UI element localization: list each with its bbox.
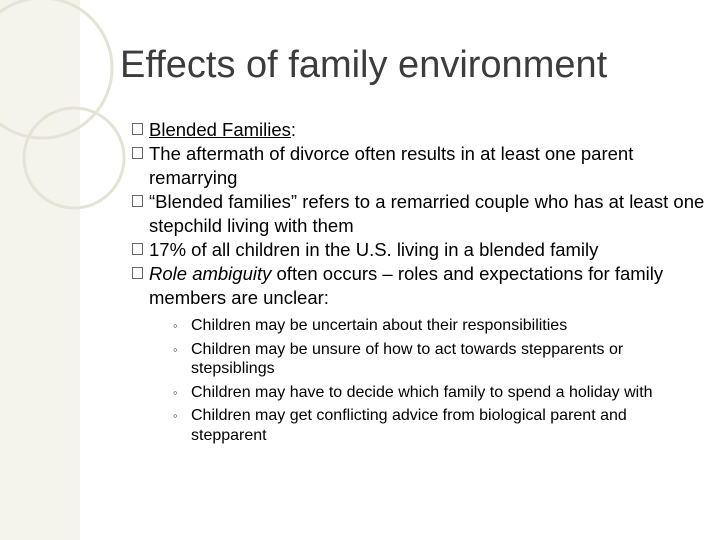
sub-bullet-list [149, 316, 705, 445]
square-bullet-icon [132, 243, 143, 255]
bullet-item-role-ambiguity [130, 262, 705, 445]
slide-title: Effects of family environment [120, 44, 608, 86]
sub-bullet-item [171, 406, 705, 445]
bullet-text: 17% of all children in the U.S. living in a blended family [149, 239, 599, 260]
sub-bullet-item [171, 340, 705, 379]
bullet-text-italic: Role ambiguity [149, 263, 272, 284]
square-bullet-icon [132, 267, 143, 279]
decorative-circle-large [0, 0, 112, 138]
circle-bullet-icon: ◦ [173, 341, 178, 357]
bullet-item-blended-families [130, 118, 705, 142]
bullet-text: The aftermath of divorce often results in at least one parent remarrying [149, 143, 634, 188]
bullet-text: : [290, 119, 297, 140]
square-bullet-icon [132, 195, 143, 207]
bullet-text: “Blended families” refers to a remarried couple who has at least one stepchild living with them [149, 191, 705, 236]
sub-bullet-item [171, 316, 705, 336]
circle-bullet-icon: ◦ [173, 408, 178, 423]
sub-bullet-text: Children may get conflicting advice from biological parent and stepparent [191, 407, 627, 444]
bullet-item-definition [130, 190, 705, 238]
sub-bullet-text: Children may be uncertain about their responsibilities [191, 317, 568, 334]
sub-bullet-item [171, 383, 705, 403]
bullet-item-aftermath [130, 142, 705, 190]
sub-bullet-text: Children may have to decide which family to spend a holiday with [191, 383, 653, 401]
sub-bullet-text: Children may be unsure of how to act towards stepparents or stepsiblings [191, 340, 624, 377]
decorative-circles [0, 0, 130, 240]
circle-bullet-icon: ◦ [173, 384, 178, 400]
bullet-item-statistic [130, 238, 705, 262]
bullet-list [130, 118, 705, 449]
square-bullet-icon [132, 147, 143, 159]
square-bullet-icon [132, 123, 143, 135]
circle-bullet-icon: ◦ [173, 318, 178, 333]
decorative-circle-small [24, 108, 124, 208]
bullet-text: often occurs – roles and expectations for family members are unclear: [149, 263, 664, 308]
bullet-text-underlined: Blended Families [149, 119, 291, 140]
